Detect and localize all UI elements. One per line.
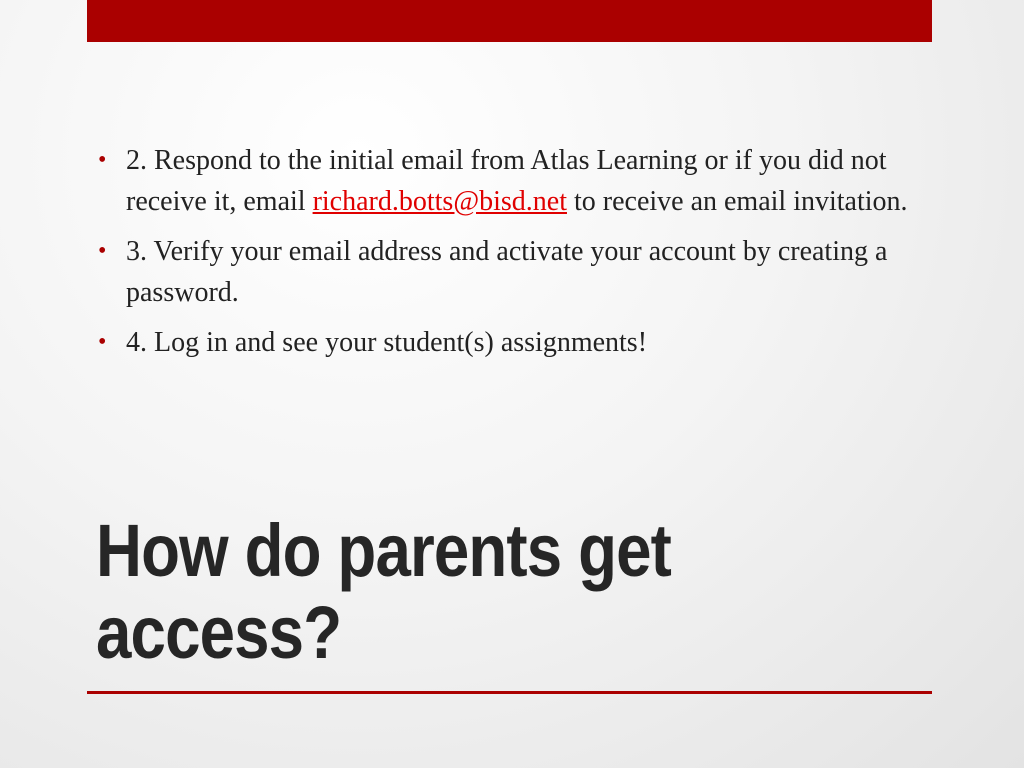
bullet-item-step-2	[98, 140, 928, 222]
bullet-list	[98, 140, 928, 372]
email-link[interactable]: richard.botts@bisd.net	[312, 186, 567, 217]
title-underline-rule	[87, 691, 932, 694]
top-accent-bar	[87, 0, 932, 42]
bullet-text: to receive an email invitation.	[566, 186, 908, 217]
bullet-text: 2. Respond to the initial email from Atlas Learning or if you did not receive it, email	[126, 145, 887, 217]
bullet-text: 4. Log in and see your student(s) assignments!	[126, 327, 648, 358]
bullet-item-step-4	[98, 322, 928, 363]
bullet-item-step-3	[98, 231, 928, 313]
bullet-icon: •	[98, 238, 107, 264]
bullet-icon: •	[98, 147, 107, 173]
bullet-icon: •	[98, 329, 107, 355]
slide-title: How do parents get access?	[96, 509, 672, 674]
bullet-text: 3. Verify your email address and activate your account by creating a password.	[126, 236, 888, 308]
